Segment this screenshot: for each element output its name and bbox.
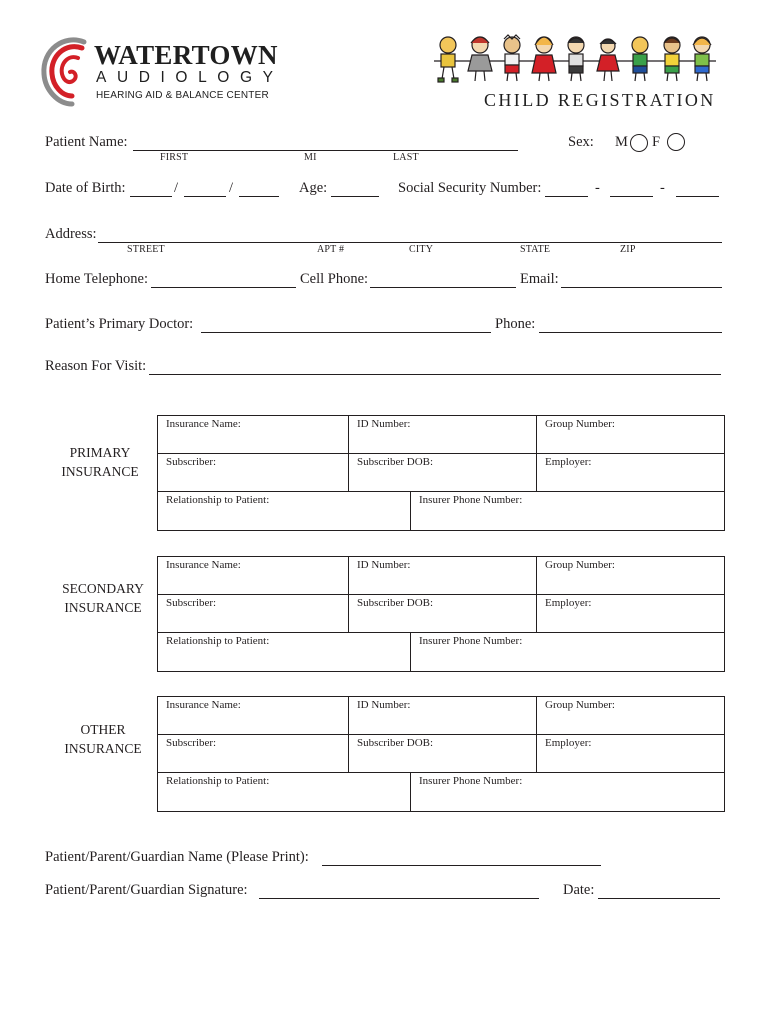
primary-subscriber-dob-cell[interactable]: Subscriber DOB:: [348, 454, 536, 491]
ssn-part1-field[interactable]: [545, 196, 588, 197]
guardian-signature-field[interactable]: [259, 898, 539, 899]
reason-field[interactable]: [149, 374, 721, 375]
primary-heading-line1: PRIMARY: [69, 445, 131, 460]
ssn-label: Social Security Number:: [398, 180, 542, 196]
primary-doctor-label: Patient’s Primary Doctor:: [45, 316, 194, 332]
other-insurance-table: [157, 696, 725, 812]
ear-logo-icon: [38, 36, 94, 108]
date-label: Date:: [563, 882, 595, 898]
date-field[interactable]: [598, 898, 720, 899]
other-employer-cell[interactable]: Employer:: [536, 735, 724, 772]
secondary-heading-line1: SECONDARY: [62, 581, 144, 596]
apt-caption: APT #: [317, 244, 345, 255]
dob-year-field[interactable]: [239, 196, 279, 197]
guardian-name-label: Patient/Parent/Guardian Name (Please Print):: [45, 849, 309, 865]
cell-phone-field[interactable]: [370, 287, 516, 288]
sex-label: Sex:: [568, 134, 594, 150]
zip-caption: ZIP: [620, 244, 636, 255]
primary-id-number-cell[interactable]: ID Number:: [348, 416, 536, 453]
primary-group-number-cell[interactable]: Group Number:: [536, 416, 724, 453]
primary-insurance-heading: [25, 443, 175, 481]
secondary-group-number-cell[interactable]: Group Number:: [536, 557, 724, 594]
ssn-part3-field[interactable]: [676, 196, 719, 197]
other-row-2: [158, 735, 724, 773]
children-illustration: [430, 33, 720, 85]
other-insurer-phone-cell[interactable]: Insurer Phone Number:: [410, 773, 724, 811]
other-id-number-cell[interactable]: ID Number:: [348, 697, 536, 734]
sex-female-radio[interactable]: [667, 133, 685, 151]
sex-male-radio[interactable]: [630, 134, 648, 152]
dob-slash-1: /: [174, 180, 179, 196]
middle-initial-caption: MI: [304, 152, 317, 163]
sex-male-label: M: [615, 134, 628, 150]
other-row-1: [158, 697, 724, 735]
city-caption: CITY: [409, 244, 434, 255]
reason-label: Reason For Visit:: [45, 358, 147, 374]
other-heading-line1: OTHER: [80, 722, 126, 737]
patient-name-field[interactable]: [133, 150, 518, 151]
secondary-subscriber-cell[interactable]: Subscriber:: [166, 597, 217, 609]
doctor-phone-label: Phone:: [495, 316, 536, 332]
guardian-name-field[interactable]: [322, 865, 601, 866]
home-phone-field[interactable]: [151, 287, 296, 288]
dob-label: Date of Birth:: [45, 180, 126, 196]
primary-insurance-table: [157, 415, 725, 531]
other-row-3: [158, 773, 724, 811]
primary-row-3: [158, 492, 724, 530]
secondary-heading-line2: INSURANCE: [64, 600, 142, 615]
ssn-dash-2: -: [660, 180, 665, 196]
secondary-insurance-heading: [28, 579, 178, 617]
secondary-subscriber-dob-cell[interactable]: Subscriber DOB:: [348, 595, 536, 632]
primary-heading-line2: INSURANCE: [61, 464, 139, 479]
secondary-row-2: [158, 595, 724, 633]
last-name-caption: LAST: [393, 152, 419, 163]
primary-row-1: [158, 416, 724, 454]
primary-insurer-phone-cell[interactable]: Insurer Phone Number:: [410, 492, 724, 530]
secondary-id-number-cell[interactable]: ID Number:: [348, 557, 536, 594]
email-field[interactable]: [561, 287, 722, 288]
primary-employer-cell[interactable]: Employer:: [536, 454, 724, 491]
ssn-dash-1: -: [595, 180, 600, 196]
first-name-caption: FIRST: [160, 152, 189, 163]
primary-doctor-field[interactable]: [201, 332, 491, 333]
secondary-employer-cell[interactable]: Employer:: [536, 595, 724, 632]
doctor-phone-field[interactable]: [539, 332, 722, 333]
other-insurance-name-cell[interactable]: Insurance Name:: [166, 699, 241, 711]
dob-day-field[interactable]: [184, 196, 226, 197]
sex-female-label: F: [652, 134, 661, 150]
form-title: CHILD REGISTRATION: [484, 90, 716, 110]
logo: [38, 36, 288, 108]
home-phone-label: Home Telephone:: [45, 271, 149, 287]
email-label: Email:: [520, 271, 559, 287]
state-caption: STATE: [520, 244, 551, 255]
secondary-row-3: [158, 633, 724, 671]
address-field[interactable]: [98, 242, 722, 243]
other-relationship-cell[interactable]: Relationship to Patient:: [166, 775, 270, 787]
guardian-signature-label: Patient/Parent/Guardian Signature:: [45, 882, 248, 898]
primary-insurance-name-cell[interactable]: Insurance Name:: [166, 418, 241, 430]
ssn-part2-field[interactable]: [610, 196, 653, 197]
secondary-row-1: [158, 557, 724, 595]
age-field[interactable]: [331, 196, 379, 197]
age-label: Age:: [299, 180, 328, 196]
other-insurance-heading: [28, 720, 178, 758]
other-group-number-cell[interactable]: Group Number:: [536, 697, 724, 734]
primary-row-2: [158, 454, 724, 492]
primary-subscriber-cell[interactable]: Subscriber:: [166, 456, 217, 468]
dob-month-field[interactable]: [130, 196, 172, 197]
logo-name: WATERTOWN: [94, 40, 278, 70]
secondary-insurance-name-cell[interactable]: Insurance Name:: [166, 559, 241, 571]
cell-phone-label: Cell Phone:: [300, 271, 369, 287]
other-heading-line2: INSURANCE: [64, 741, 142, 756]
other-subscriber-cell[interactable]: Subscriber:: [166, 737, 217, 749]
address-label: Address:: [45, 226, 97, 242]
other-subscriber-dob-cell[interactable]: Subscriber DOB:: [348, 735, 536, 772]
logo-tagline: HEARING AID & BALANCE CENTER: [96, 90, 269, 101]
street-caption: STREET: [127, 244, 165, 255]
dob-slash-2: /: [229, 180, 234, 196]
logo-subtitle: AUDIOLOGY: [96, 69, 284, 86]
primary-relationship-cell[interactable]: Relationship to Patient:: [166, 494, 270, 506]
secondary-insurer-phone-cell[interactable]: Insurer Phone Number:: [410, 633, 724, 671]
secondary-relationship-cell[interactable]: Relationship to Patient:: [166, 635, 270, 647]
patient-name-label: Patient Name:: [45, 134, 128, 150]
secondary-insurance-table: [157, 556, 725, 672]
